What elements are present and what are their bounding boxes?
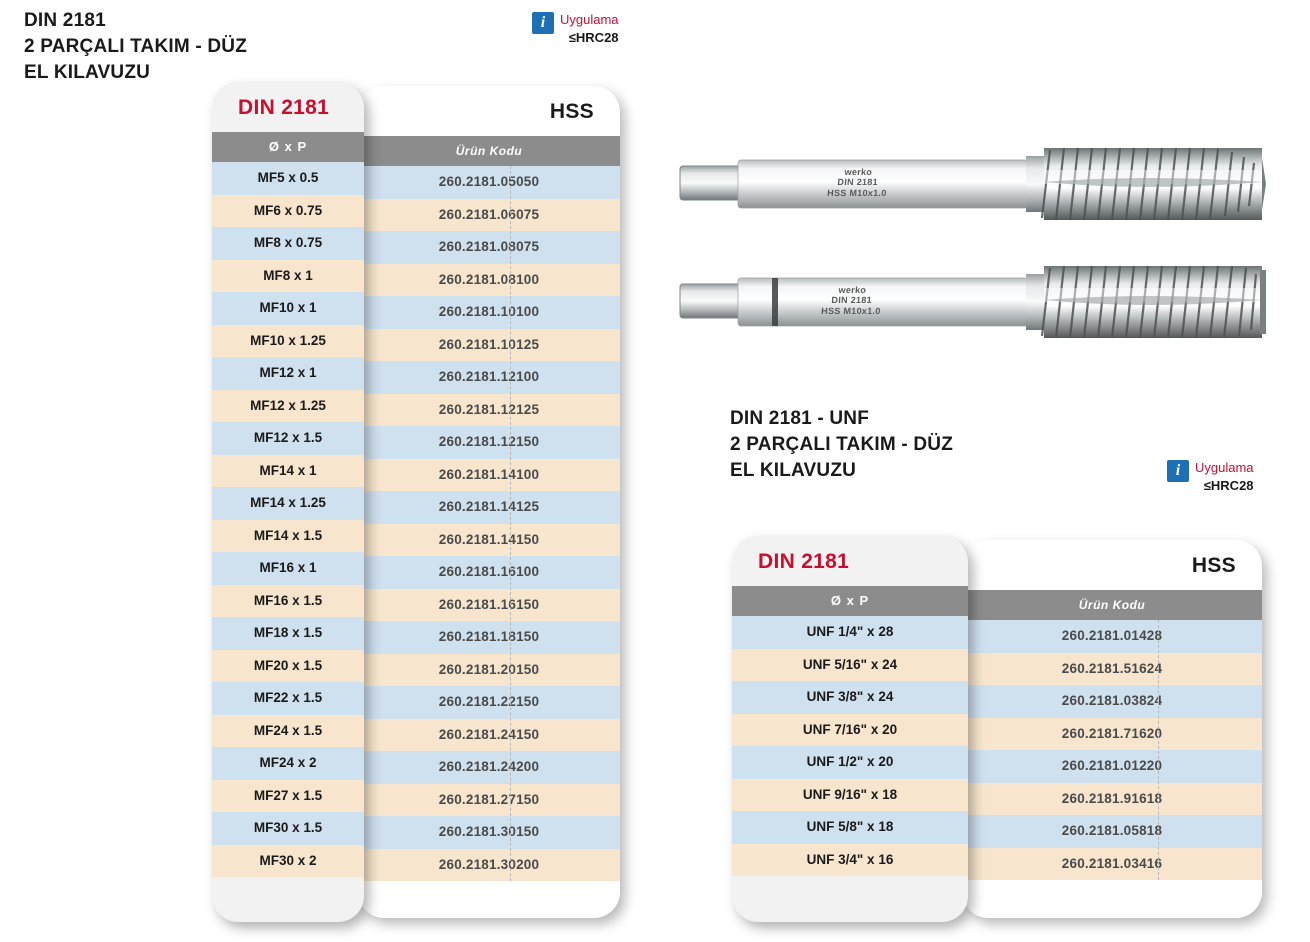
table-row-size: MF27 x 1.5 xyxy=(212,780,364,813)
table-row-code: 260.2181.20150 xyxy=(358,654,620,687)
tap-standard: DIN 2181 xyxy=(837,177,879,188)
tap-photo-bottom xyxy=(676,248,1266,358)
table-row-size: UNF 7/16" x 20 xyxy=(732,714,968,747)
tap-brand: werko xyxy=(844,167,873,177)
table-row-size: UNF 5/16" x 24 xyxy=(732,649,968,682)
column-header-size: Ø x P xyxy=(732,586,968,616)
info-hardness: ≤HRC28 xyxy=(1203,478,1254,494)
table-row-code: 260.2181.91618 xyxy=(962,783,1262,816)
info-label: Uygulama xyxy=(560,12,619,27)
heading-line: 2 PARÇALI TAKIM - DÜZ xyxy=(24,36,248,58)
tap-brand: werko xyxy=(838,285,867,295)
tap-standard: DIN 2181 xyxy=(831,295,873,306)
tap-engraving-top xyxy=(827,167,889,198)
table-row-size: UNF 5/8" x 18 xyxy=(732,811,968,844)
right-section-heading xyxy=(730,406,953,485)
column-header-size: Ø x P xyxy=(212,132,364,162)
info-text xyxy=(1195,460,1254,495)
right-size-panel xyxy=(732,536,968,922)
table-row-code: 260.2181.05050 xyxy=(358,166,620,199)
table-row-code: 260.2181.14125 xyxy=(358,491,620,524)
info-text xyxy=(560,12,619,47)
tap-engraving-bottom xyxy=(821,285,883,316)
left-product-code-panel xyxy=(358,86,620,918)
table-row-code: 260.2181.18150 xyxy=(358,621,620,654)
table-row-size: MF16 x 1 xyxy=(212,552,364,585)
table-row-size: MF24 x 1.5 xyxy=(212,715,364,748)
right-product-code-panel xyxy=(962,540,1262,918)
table-row-code: 260.2181.30150 xyxy=(358,816,620,849)
info-label: Uygulama xyxy=(1195,460,1254,475)
table-row-size: MF22 x 1.5 xyxy=(212,682,364,715)
table-row-size: UNF 3/4" x 16 xyxy=(732,844,968,877)
table-row-size: MF16 x 1.5 xyxy=(212,585,364,618)
info-hardness: ≤HRC28 xyxy=(568,30,619,46)
panel-material-title: HSS xyxy=(1191,554,1236,577)
heading-line: DIN 2181 xyxy=(24,10,106,31)
table-row-code: 260.2181.22150 xyxy=(358,686,620,719)
table-row-code: 260.2181.27150 xyxy=(358,784,620,817)
table-row-size: MF10 x 1.25 xyxy=(212,325,364,358)
table-row-size: UNF 9/16" x 18 xyxy=(732,779,968,812)
table-row-code: 260.2181.10100 xyxy=(358,296,620,329)
tap-photo-top xyxy=(676,130,1266,240)
table-row-size: MF8 x 1 xyxy=(212,260,364,293)
table-row-size: UNF 3/8" x 24 xyxy=(732,681,968,714)
left-size-panel xyxy=(212,82,364,922)
table-row-size: MF12 x 1 xyxy=(212,357,364,390)
heading-line: EL KILAVUZU xyxy=(24,62,151,84)
right-size-rows xyxy=(732,616,968,876)
heading-line: EL KILAVUZU xyxy=(730,460,857,482)
table-row-size: UNF 1/4" x 28 xyxy=(732,616,968,649)
table-row-code: 260.2181.71620 xyxy=(962,718,1262,751)
heading-line: DIN 2181 - UNF xyxy=(730,408,870,429)
left-section-heading xyxy=(24,8,247,87)
table-row-size: MF14 x 1.5 xyxy=(212,520,364,553)
table-row-code: 260.2181.24200 xyxy=(358,751,620,784)
table-row-code: 260.2181.14150 xyxy=(358,524,620,557)
panel-standard-title: DIN 2181 xyxy=(758,550,850,573)
table-row-code: 260.2181.12125 xyxy=(358,394,620,427)
table-row-code: 260.2181.30200 xyxy=(358,849,620,882)
table-row-size: MF24 x 2 xyxy=(212,747,364,780)
info-icon: i xyxy=(1167,460,1189,482)
table-row-code: 260.2181.03416 xyxy=(962,848,1262,881)
table-row-code: 260.2181.03824 xyxy=(962,685,1262,718)
tap-illustration xyxy=(676,248,1266,358)
table-row-code: 260.2181.05818 xyxy=(962,815,1262,848)
table-row-code: 260.2181.08075 xyxy=(358,231,620,264)
tap-spec: HSS M10x1.0 xyxy=(826,187,887,198)
table-row-code: 260.2181.06075 xyxy=(358,199,620,232)
table-row-size: MF30 x 2 xyxy=(212,845,364,878)
column-header-code: Ürün Kodu xyxy=(962,590,1262,620)
table-row-code: 260.2181.16150 xyxy=(358,589,620,622)
table-row-size: MF30 x 1.5 xyxy=(212,812,364,845)
right-code-rows xyxy=(962,620,1262,880)
table-row-size: MF12 x 1.25 xyxy=(212,390,364,423)
left-code-rows xyxy=(358,166,620,881)
table-row-size: UNF 1/2" x 20 xyxy=(732,746,968,779)
table-row-size: MF14 x 1 xyxy=(212,455,364,488)
application-info-badge-right xyxy=(1167,460,1254,495)
table-row-code: 260.2181.01220 xyxy=(962,750,1262,783)
tap-illustration xyxy=(676,130,1266,240)
table-row-code: 260.2181.24150 xyxy=(358,719,620,752)
table-row-code: 260.2181.51624 xyxy=(962,653,1262,686)
table-row-size: MF10 x 1 xyxy=(212,292,364,325)
table-row-size: MF12 x 1.5 xyxy=(212,422,364,455)
table-row-code: 260.2181.08100 xyxy=(358,264,620,297)
table-row-code: 260.2181.12150 xyxy=(358,426,620,459)
table-row-size: MF18 x 1.5 xyxy=(212,617,364,650)
table-row-size: MF5 x 0.5 xyxy=(212,162,364,195)
table-row-size: MF14 x 1.25 xyxy=(212,487,364,520)
table-row-code: 260.2181.01428 xyxy=(962,620,1262,653)
table-row-code: 260.2181.14100 xyxy=(358,459,620,492)
table-row-code: 260.2181.16100 xyxy=(358,556,620,589)
panel-material-title: HSS xyxy=(549,100,594,123)
table-row-size: MF8 x 0.75 xyxy=(212,227,364,260)
column-header-code: Ürün Kodu xyxy=(358,136,620,166)
table-row-size: MF6 x 0.75 xyxy=(212,195,364,228)
application-info-badge-left xyxy=(532,12,619,47)
table-row-code: 260.2181.10125 xyxy=(358,329,620,362)
info-icon: i xyxy=(532,12,554,34)
panel-standard-title: DIN 2181 xyxy=(238,96,330,119)
table-row-code: 260.2181.12100 xyxy=(358,361,620,394)
tap-spec: HSS M10x1.0 xyxy=(820,305,881,316)
table-row-size: MF20 x 1.5 xyxy=(212,650,364,683)
left-size-rows xyxy=(212,162,364,877)
heading-line: 2 PARÇALI TAKIM - DÜZ xyxy=(730,434,954,456)
